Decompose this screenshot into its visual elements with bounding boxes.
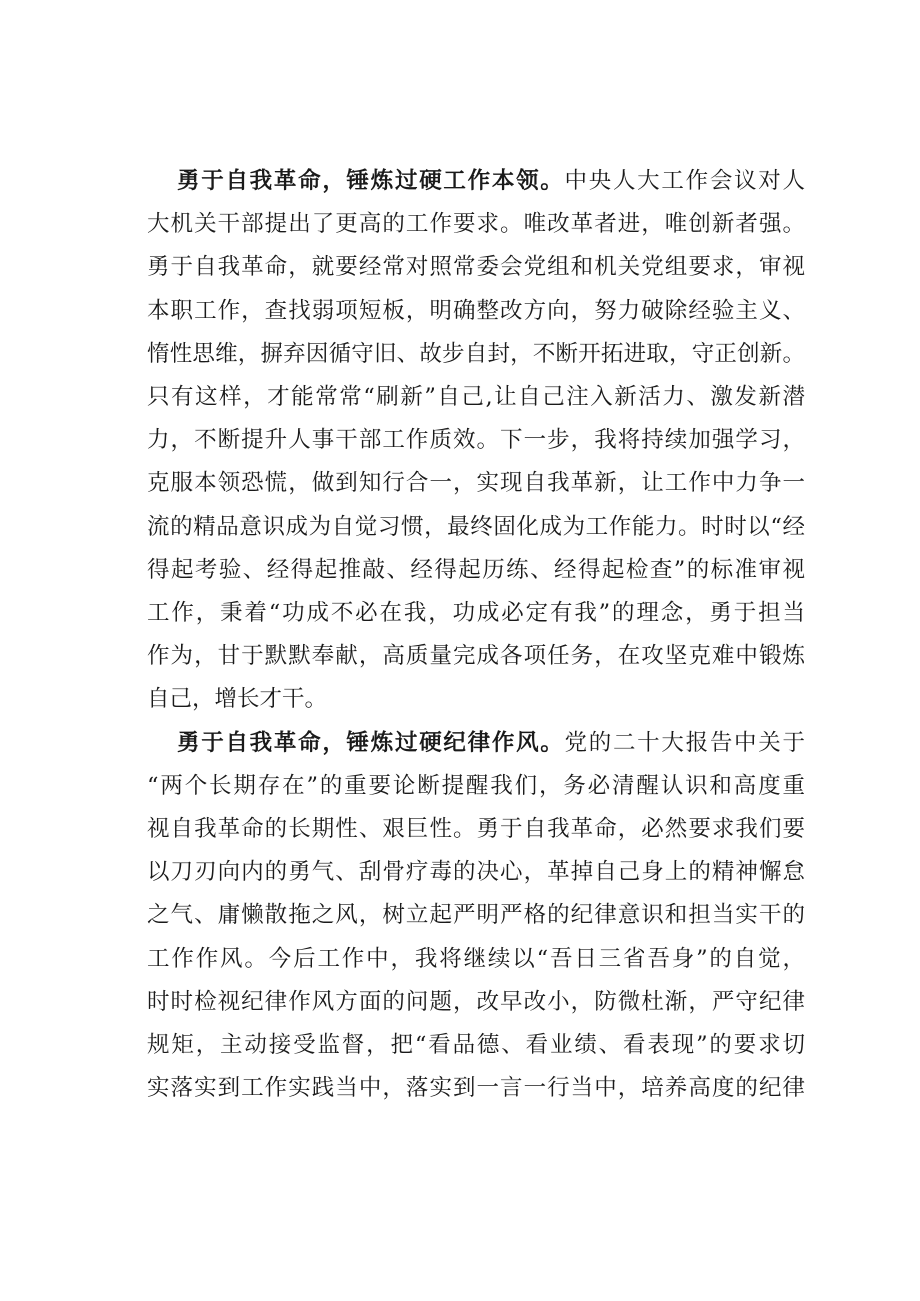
text-line: 本职工作，查找弱项短板，明确整改方向，努力破除经验主义、 — [147, 297, 805, 324]
text-line: 之气、庸懒散拖之风，树立起严明严格的纪律意识和担当实干的 — [147, 902, 805, 929]
text-line: 自己，增长才干。 — [147, 686, 328, 713]
text-line: “两个长期存在”的重要论断提醒我们，务必清醒认识和高度重 — [147, 772, 805, 799]
document-body — [147, 160, 805, 1110]
paragraph-work-skills — [147, 160, 805, 722]
text-line: 工作，秉着“功成不必在我，功成必定有我”的理念，勇于担当 — [147, 600, 805, 627]
text-line: 实落实到工作实践当中，落实到一言一行当中，培养高度的纪律 — [147, 1075, 805, 1102]
text-line: 中央人大工作会议对人 — [564, 168, 805, 194]
text-line: 只有这样，才能常常“刷新”自己,让自己注入新活力、激发新潜 — [147, 384, 805, 411]
text-line: 工作作风。今后工作中，我将继续以“吾日三省吾身”的自觉， — [147, 945, 805, 972]
text-line: 作为，甘于默默奉献，高质量完成各项任务，在攻坚克难中锻炼 — [147, 643, 805, 670]
text-line: 党的二十大报告中关于 — [564, 729, 805, 756]
text-line: 克服本领恐慌，做到知行合一，实现自我革新，让工作中力争一 — [147, 470, 805, 497]
text-line: 得起考验、经得起推敲、经得起历练、经得起检查”的标准审视 — [147, 556, 805, 583]
paragraph-heading: 勇于自我革命，锤炼过硬纪律作风。 — [177, 729, 565, 756]
text-line: 流的精品意识成为自觉习惯，最终固化成为工作能力。时时以“经 — [147, 513, 805, 540]
paragraph-discipline-style — [147, 722, 805, 1111]
text-line: 时时检视纪律作风方面的问题，改早改小，防微杜渐，严守纪律 — [147, 988, 805, 1015]
text-line: 以刀刃向内的勇气、刮骨疗毒的决心，革掉自己身上的精神懈怠 — [147, 859, 805, 886]
text-line: 规矩，主动接受监督，把“看品德、看业绩、看表现”的要求切 — [147, 1032, 805, 1059]
paragraph-first-line — [147, 160, 805, 203]
paragraph-first-line — [147, 722, 805, 765]
text-line: 视自我革命的长期性、艰巨性。勇于自我革命，必然要求我们要 — [147, 816, 805, 843]
text-line: 惰性思维，摒弃因循守旧、故步自封，不断开拓进取，守正创新。 — [147, 340, 805, 367]
text-line: 力，不断提升人事干部工作质效。下一步，我将持续加强学习， — [147, 427, 805, 454]
text-line: 大机关干部提出了更高的工作要求。唯改革者进，唯创新者强。 — [147, 211, 805, 238]
paragraph-heading: 勇于自我革命，锤炼过硬工作本领。 — [177, 168, 565, 194]
text-line: 勇于自我革命，就要经常对照常委会党组和机关党组要求，审视 — [147, 254, 805, 281]
